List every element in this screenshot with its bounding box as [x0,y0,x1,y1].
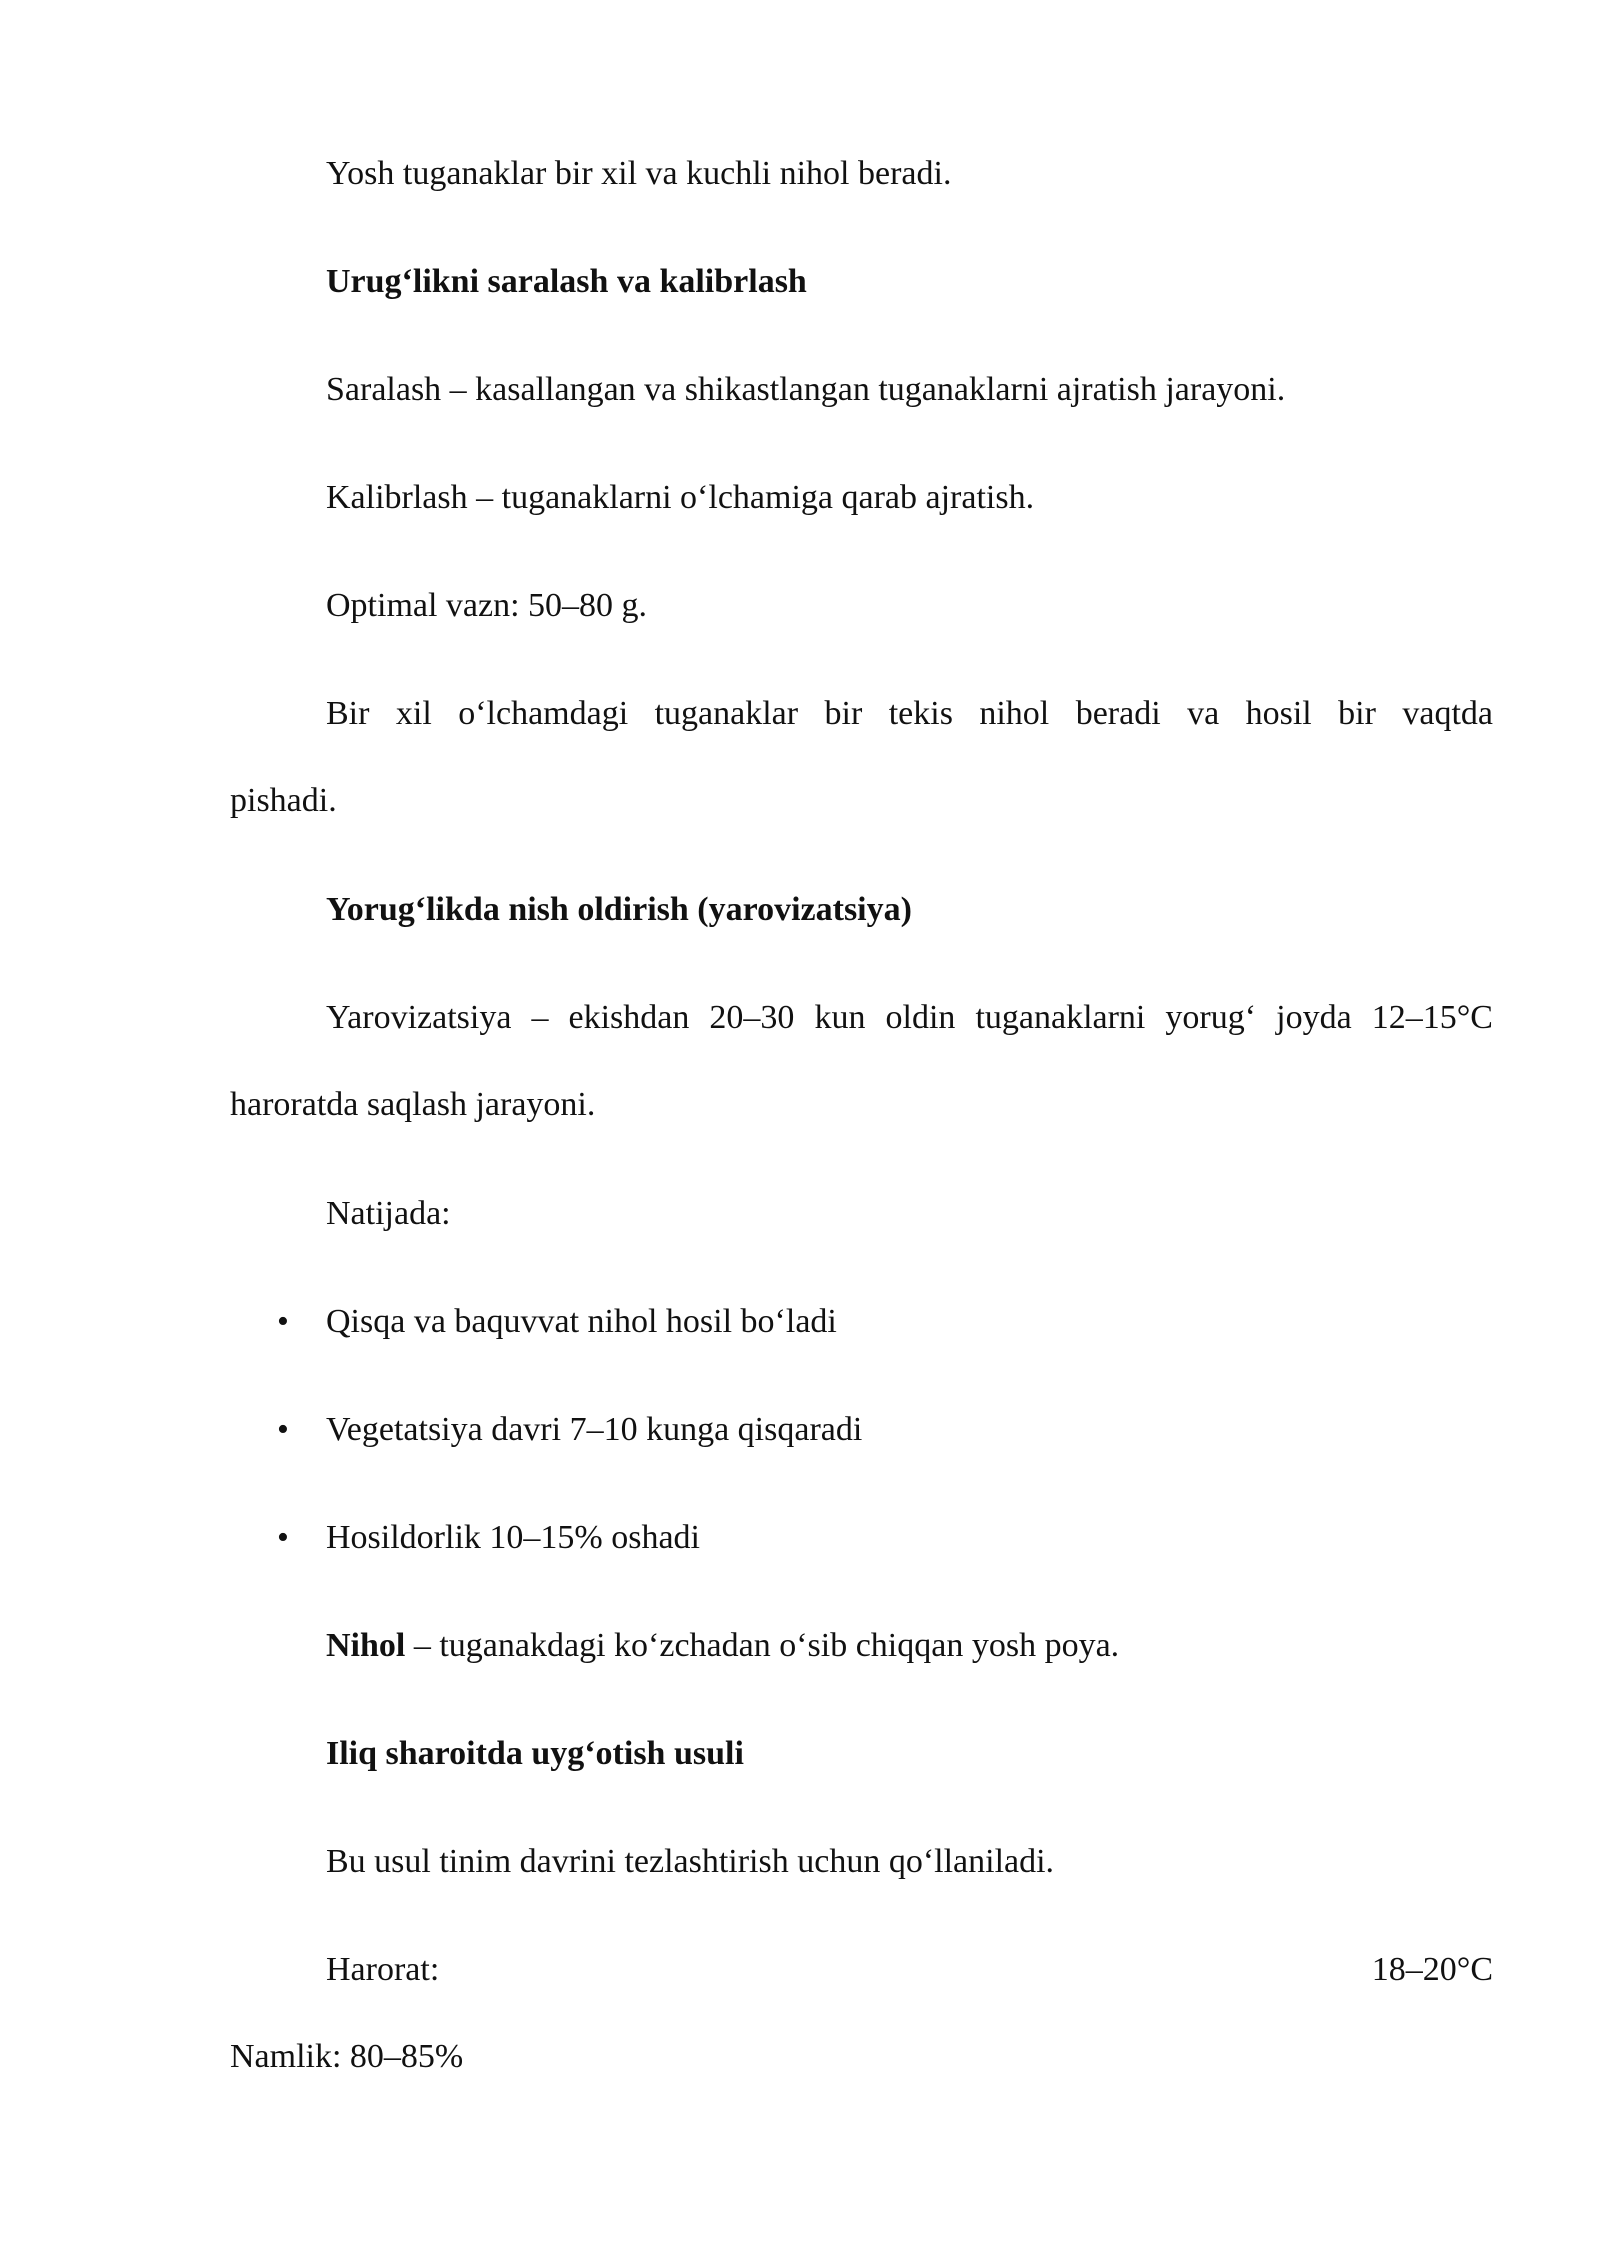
list-item-text: Hosildorlik 10–15% oshadi [326,1519,700,1556]
paragraph-young-tubers: Yosh tuganaklar bir xil va kuchli nihol beradi. [326,155,952,192]
term-sprout-definition: – tuganakdagi ko‘zchadan o‘sib chiqqan yosh poya. [405,1627,1120,1664]
temperature-value: 18–20°C [1371,1951,1493,1988]
list-item-text: Qisqa va baquvvat nihol hosil bo‘ladi [326,1303,837,1340]
list-item [230,1410,1493,1450]
list-item [230,1302,1493,1342]
term-sprout: Nihol [326,1627,406,1664]
temperature-label: Harorat: [326,1951,440,1988]
paragraph-sorting-definition: Saralash – kasallangan va shikastlangan tuganaklarni ajratish jarayoni. [326,371,1286,408]
paragraph-calibration-definition: Kalibrlash – tuganaklarni o‘lchamiga qarab ajratish. [326,479,1035,516]
bullet-icon: • [277,1303,289,1340]
heading-seed-sorting: Urug‘likni saralash va kalibrlash [326,263,807,300]
list-item-text: Vegetatsiya davri 7–10 kunga qisqaradi [326,1411,863,1448]
paragraph-sprout-definition [230,1626,1493,1666]
paragraph-yarovization-line2: haroratda saqlash jarayoni. [230,1086,596,1123]
bullet-icon: • [277,1519,289,1556]
paragraph-temperature [230,1950,1493,1990]
heading-warm-awakening: Iliq sharoitda uyg‘otish usuli [326,1735,744,1772]
paragraph-method-purpose: Bu usul tinim davrini tezlashtirish uchun qo‘llaniladi. [326,1843,1055,1880]
paragraph-yarovization-line1: Yarovizatsiya – ekishdan 20–30 kun oldin tuganaklarni yorug‘ joyda 12–15°C [326,999,1493,1036]
paragraph-optimal-weight: Optimal vazn: 50–80 g. [326,587,648,624]
bullet-icon: • [277,1411,289,1448]
list-item [230,1518,1493,1558]
paragraph-humidity: Namlik: 80–85% [230,2038,464,2075]
paragraph-uniform-size-line1: Bir xil o‘lchamdagi tuganaklar bir tekis nihol beradi va hosil bir vaqtda [326,695,1493,732]
heading-yarovization: Yorug‘likda nish oldirish (yarovizatsiya) [326,891,912,928]
paragraph-result-label: Natijada: [326,1195,451,1232]
paragraph-uniform-size-line2: pishadi. [230,782,337,819]
